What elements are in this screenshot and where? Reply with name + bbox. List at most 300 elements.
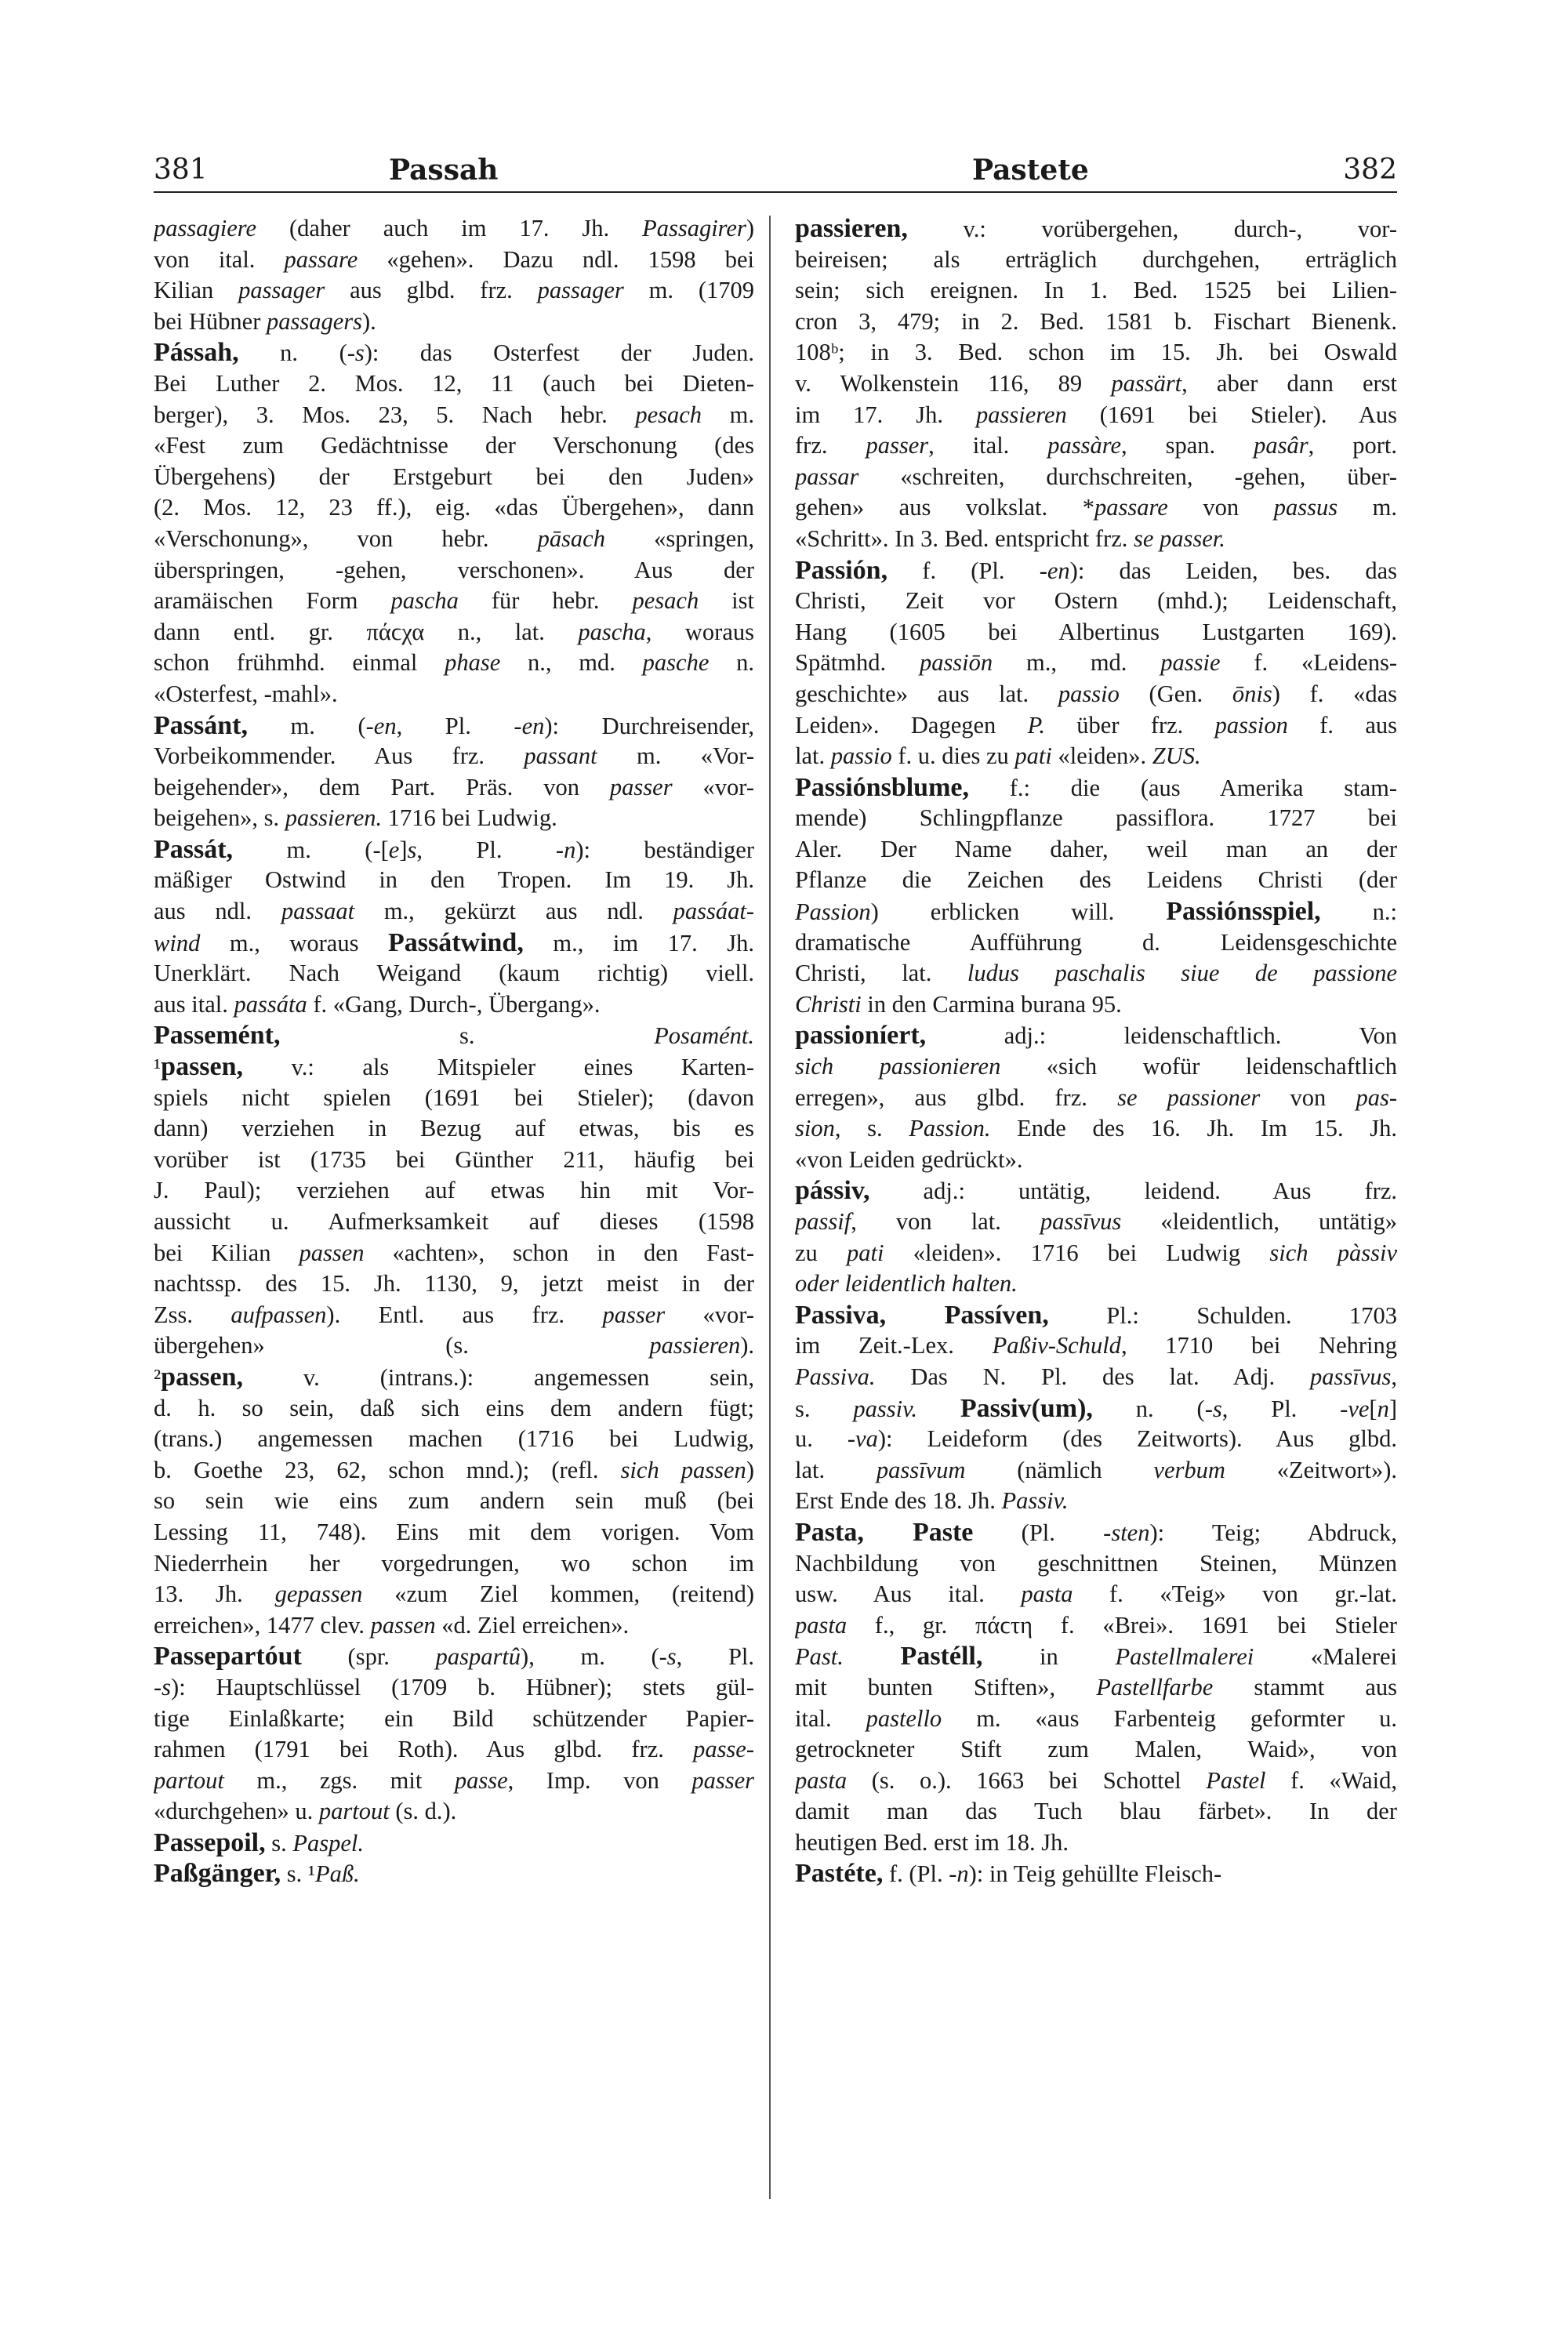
text-run: ). xyxy=(740,1332,754,1359)
text-run: ): in Teig gehüllte Fleisch- xyxy=(968,1860,1222,1888)
left-page-number: 381 xyxy=(154,154,208,186)
text-line xyxy=(795,1704,1397,1735)
italic-term: ve xyxy=(1348,1395,1370,1422)
text-run: n. (- xyxy=(1092,1395,1213,1422)
text-line xyxy=(795,1083,1397,1114)
text-run: «sich wofür leidenschaftlich xyxy=(1000,1053,1397,1080)
text-line xyxy=(154,958,754,989)
text-line xyxy=(795,803,1397,834)
italic-term: Passion xyxy=(795,898,871,926)
text-run: tige Einlaßkarte; ein Bild schützender Papier- xyxy=(154,1704,754,1732)
italic-term: sich passionieren xyxy=(795,1053,1001,1080)
italic-term: s xyxy=(407,836,417,863)
text-run: im 17. Jh. xyxy=(795,401,977,428)
text-line xyxy=(795,586,1397,617)
text-run: mäßiger Ostwind in den Tropen. Im 19. Jh. xyxy=(154,866,754,894)
italic-term: Passion. xyxy=(909,1115,991,1142)
text-run: , Pl. - xyxy=(416,836,564,863)
text-run: dann entl. gr. πάϲχα n., lat. xyxy=(154,618,579,645)
text-line xyxy=(154,1300,754,1331)
text-line xyxy=(154,1858,754,1889)
text-run: Pflanze die Zeichen des Leidens Christi (der xyxy=(795,866,1397,894)
text-run: «durchgehen» u. xyxy=(154,1798,319,1825)
text-run: v.: als Mitspieler eines Karten- xyxy=(243,1054,754,1081)
column-divider xyxy=(769,216,771,2199)
italic-term: en xyxy=(373,712,397,739)
text-run: «Malerei xyxy=(1254,1643,1397,1671)
italic-term: passīvus xyxy=(1310,1363,1392,1390)
italic-term: pas- xyxy=(1356,1083,1397,1111)
text-line xyxy=(154,617,754,648)
italic-term: s xyxy=(354,339,365,367)
text-line xyxy=(154,555,754,586)
text-line xyxy=(154,1424,754,1455)
italic-term: Passagirer xyxy=(642,215,746,241)
italic-term: ludus paschalis siue de passione xyxy=(967,960,1397,987)
italic-term: pastello xyxy=(866,1704,942,1732)
text-line xyxy=(795,400,1397,431)
italic-term: pesach xyxy=(632,587,699,615)
italic-term: s xyxy=(666,1643,677,1671)
text-run: (1691 bei Stieler). Aus xyxy=(1066,401,1397,428)
text-run: Nachbildung von geschnittnen Steinen, Münzen xyxy=(795,1549,1397,1577)
headword: passen, xyxy=(161,1052,244,1082)
text-run: spiels nicht spielen (1691 bei Stieler); (davon xyxy=(154,1083,754,1111)
text-run: ): das Osterfest der Juden. xyxy=(364,339,754,367)
text-run: , port. xyxy=(1308,432,1397,459)
text-run: Unerklärt. Nach Weigand (kaum richtig) viell. xyxy=(154,960,754,987)
text-run: Bei Luther 2. Mos. 12, 11 (auch bei Dieten- xyxy=(154,369,754,397)
text-run: heutigen Bed. erst im 18. Jh. xyxy=(795,1828,1069,1856)
italic-term: Passiva. xyxy=(795,1363,876,1390)
headword: Passánt, xyxy=(154,710,248,740)
italic-term: P. xyxy=(1027,711,1045,739)
text-run: (nämlich xyxy=(965,1456,1154,1483)
text-line xyxy=(154,772,754,804)
italic-term: sich pàssiv xyxy=(1269,1239,1397,1266)
text-run: beireisen; als erträglich durchgehen, erträglich xyxy=(795,245,1397,273)
text-run: überspringen, -gehen, verschonen». Aus der xyxy=(154,556,754,583)
text-run: (Gen. xyxy=(1119,680,1232,707)
italic-term: partout xyxy=(154,1766,224,1794)
text-line xyxy=(154,1704,754,1735)
text-line xyxy=(154,1517,754,1548)
text-line xyxy=(795,1579,1397,1610)
italic-term: passàre xyxy=(1047,432,1122,459)
text-run: «vor- xyxy=(672,773,754,800)
text-line xyxy=(795,927,1397,959)
text-run: ] xyxy=(399,836,408,863)
italic-term: passus xyxy=(1273,494,1338,521)
italic-term: passiv. xyxy=(853,1395,917,1422)
text-line xyxy=(795,1362,1397,1393)
text-run: «achten», schon in den Fast- xyxy=(364,1239,754,1266)
italic-term: Pastellfarbe xyxy=(1096,1673,1214,1700)
text-run: v. Wolkenstein 116, 89 xyxy=(795,369,1112,397)
header-rule xyxy=(154,191,1397,193)
text-run: s. xyxy=(265,1829,293,1857)
text-run: (daher auch im 17. Jh. xyxy=(256,215,643,241)
text-run: v.: vorübergehen, durch-, vor- xyxy=(907,216,1397,242)
text-line xyxy=(154,1548,754,1580)
headword: Passepartóut xyxy=(154,1642,302,1671)
text-line xyxy=(154,1083,754,1114)
text-run: ist xyxy=(699,587,754,615)
italic-term: s xyxy=(162,1673,172,1700)
text-run: , ital. xyxy=(928,432,1048,459)
text-line xyxy=(795,1113,1397,1145)
text-run: «Fest zum Gedächtnisse der Verschonung (des xyxy=(154,432,754,459)
text-run: für hebr. xyxy=(458,587,633,615)
text-run: f. «Teig» von gr.-lat. xyxy=(1073,1581,1397,1608)
italic-term: Paß. xyxy=(315,1860,360,1888)
text-line xyxy=(795,337,1397,368)
text-line xyxy=(795,1672,1397,1704)
italic-term: Paspel. xyxy=(292,1829,365,1857)
text-run: n. xyxy=(709,649,754,677)
text-run: f. u. dies zu xyxy=(891,742,1015,770)
text-line xyxy=(795,307,1397,338)
italic-term: passärt xyxy=(1111,369,1182,397)
text-run: «Schritt». In 3. Bed. entspricht frz. xyxy=(795,524,1134,552)
text-run: nachtssp. des 15. Jh. 1130, 9, jetzt meist in der xyxy=(154,1270,754,1298)
text-line xyxy=(795,741,1397,772)
text-line xyxy=(795,1734,1397,1766)
text-run: lat. xyxy=(795,742,831,770)
italic-term: ZUS. xyxy=(1152,742,1201,770)
italic-term: s xyxy=(1212,1395,1222,1422)
text-run: ): Leideform (des Zeitworts). Aus glbd. xyxy=(877,1425,1397,1453)
text-run: d. h. so sein, daß sich eins dem andern fügt; xyxy=(154,1394,754,1421)
text-run: ): beständiger xyxy=(575,836,754,863)
text-line xyxy=(795,772,1397,804)
headword: passieren, xyxy=(795,214,908,243)
text-run: in xyxy=(982,1643,1116,1671)
italic-term: n xyxy=(564,836,576,863)
text-run: m. «aus Farbenteig geformter u. xyxy=(942,1704,1397,1732)
italic-term: passio xyxy=(830,742,892,770)
italic-term: Christi xyxy=(795,990,862,1018)
text-run: u. - xyxy=(795,1425,856,1453)
text-run: m. (-[ xyxy=(233,836,389,863)
text-run: m. (1709 xyxy=(623,277,754,304)
italic-term: passīvum xyxy=(876,1456,966,1483)
italic-term: wind xyxy=(154,929,201,956)
italic-term: passagers xyxy=(266,307,362,335)
text-run: schon frühmhd. einmal xyxy=(154,649,445,677)
text-run: ): Teig; Abdruck, xyxy=(1149,1519,1397,1546)
text-line xyxy=(154,337,754,368)
text-line xyxy=(154,1051,754,1083)
text-run: ) xyxy=(746,1456,754,1483)
text-run: 108ᵇ; in 3. Bed. schon im 15. Jh. bei Oswald xyxy=(795,339,1397,366)
italic-term: passieren xyxy=(976,401,1067,428)
italic-term: n xyxy=(956,1860,969,1888)
text-run: getrockneter Stift zum Malen, Waid», von xyxy=(795,1736,1397,1763)
headword: Pássah, xyxy=(154,338,239,368)
text-run: berger), 3. Mos. 23, 5. Nach hebr. xyxy=(154,401,636,428)
italic-term: va xyxy=(855,1425,878,1453)
right-running-head: Pastete xyxy=(972,154,1089,187)
text-run: ). xyxy=(362,307,376,335)
italic-term: passer xyxy=(691,1766,754,1794)
headword: Pastéte, xyxy=(795,1859,884,1889)
text-line xyxy=(154,1175,754,1207)
text-line xyxy=(795,1393,1397,1425)
italic-term: pasche xyxy=(642,649,710,677)
text-run: , Imp. von xyxy=(507,1766,692,1794)
italic-term: passion xyxy=(1214,711,1288,739)
text-line xyxy=(154,1766,754,1797)
text-run: Übergehens) der Erstgeburt bei den Juden» xyxy=(154,463,754,490)
text-run: s. xyxy=(280,1022,655,1050)
text-run xyxy=(844,1643,901,1670)
text-run: gehen» aus volkslat. * xyxy=(795,494,1094,521)
text-line xyxy=(795,1455,1397,1486)
text-run: , Pl. xyxy=(676,1643,754,1671)
headword: Pastéll, xyxy=(900,1642,983,1671)
text-run: (s. o.). 1663 bei Schottel xyxy=(847,1766,1207,1794)
headword: Passátwind, xyxy=(387,927,524,957)
italic-term: Posamént. xyxy=(654,1022,754,1050)
text-line xyxy=(154,834,754,866)
text-run: - xyxy=(154,1673,162,1700)
text-run: Vorbeikommender. Aus frz. xyxy=(154,742,524,770)
italic-term: passager xyxy=(238,277,325,304)
text-line xyxy=(154,1828,754,1859)
italic-term: verbum xyxy=(1153,1456,1225,1483)
text-line xyxy=(795,1828,1397,1859)
italic-term: oder leidentlich halten. xyxy=(795,1270,1018,1298)
text-run: f., gr. πάϲτη f. «Brei». 1691 bei Stieler xyxy=(847,1611,1397,1639)
text-run: ) xyxy=(746,215,754,241)
italic-term: ōnis xyxy=(1232,680,1272,707)
text-run: beigehender», dem Part. Präs. von xyxy=(154,773,610,800)
text-run: n., md. xyxy=(500,649,643,677)
text-run: «leiden». 1716 bei Ludwig xyxy=(884,1239,1270,1266)
text-line xyxy=(154,989,754,1021)
text-line xyxy=(795,1269,1397,1300)
text-run: m., im 17. Jh. xyxy=(523,929,754,956)
text-line xyxy=(154,275,754,307)
text-run: bei Hübner xyxy=(154,307,267,335)
text-run: «leidentlich, untätig» xyxy=(1121,1208,1397,1235)
text-line xyxy=(795,1517,1397,1548)
headword: passen, xyxy=(161,1362,244,1392)
text-run: Das N. Pl. des lat. Adj. xyxy=(875,1363,1310,1390)
italic-term: passer xyxy=(866,432,929,459)
text-run: Erst Ende des 18. Jh. xyxy=(795,1487,1002,1515)
text-run: ) f. «das xyxy=(1272,680,1397,707)
italic-term: Past. xyxy=(795,1643,844,1671)
headword: Passiónsspiel, xyxy=(1166,897,1321,927)
italic-term: passer xyxy=(602,1301,666,1328)
text-line xyxy=(795,1145,1397,1176)
italic-term: passant xyxy=(524,742,597,770)
text-line xyxy=(154,492,754,524)
italic-term: passe- xyxy=(693,1736,754,1763)
italic-term: e xyxy=(388,836,400,863)
text-run: beigehen», s. xyxy=(154,804,285,832)
text-run: «Zeitwort»). xyxy=(1225,1456,1397,1483)
headword: Passiónsblume, xyxy=(795,772,969,802)
text-run: ): Durchreisender, xyxy=(544,712,754,739)
text-run: ital. xyxy=(795,1704,866,1732)
text-run: lat. xyxy=(795,1456,877,1483)
text-run: 1716 bei Ludwig. xyxy=(382,804,557,832)
italic-term: sten xyxy=(1111,1519,1150,1546)
text-run: aus glbd. frz. xyxy=(325,277,538,304)
text-line xyxy=(795,679,1397,710)
italic-term: en xyxy=(521,712,545,739)
text-run: (spr. xyxy=(301,1643,436,1671)
italic-term: pati xyxy=(1014,742,1052,770)
text-line xyxy=(795,834,1397,866)
text-line xyxy=(795,213,1397,245)
text-run: von xyxy=(1167,494,1274,521)
italic-term: pasta xyxy=(795,1766,848,1794)
text-run: mit bunten Stiften», xyxy=(795,1673,1097,1700)
text-line xyxy=(795,1641,1397,1672)
italic-term: se passioner xyxy=(1117,1083,1261,1111)
text-line xyxy=(795,1207,1397,1238)
italic-term: passagiere xyxy=(154,215,257,241)
text-line xyxy=(154,1020,754,1051)
text-run: m., woraus xyxy=(200,929,388,956)
text-run: Christi, lat. xyxy=(795,960,967,987)
headword: Passát, xyxy=(154,834,234,864)
text-run: adj.: untätig, leidend. Aus frz. xyxy=(869,1178,1397,1205)
text-line xyxy=(154,648,754,679)
headword: Passepoil, xyxy=(154,1828,266,1857)
text-run: m. «Vor- xyxy=(597,742,754,770)
italic-term: passer xyxy=(609,773,673,800)
text-line xyxy=(154,1641,754,1672)
text-line xyxy=(795,1766,1397,1797)
text-run: dann) verziehen in Bezug auf etwas, bis es xyxy=(154,1115,754,1142)
text-run: m. xyxy=(1338,494,1397,521)
text-run: «zum Ziel kommen, (reitend) xyxy=(362,1581,754,1608)
text-line xyxy=(154,1734,754,1766)
text-run: Christi, Zeit vor Ostern (mhd.); Leidenschaft, xyxy=(795,587,1397,615)
text-line xyxy=(795,524,1397,555)
italic-term: pasta xyxy=(795,1611,848,1639)
text-run: übergehen» (s. xyxy=(154,1332,650,1359)
text-line xyxy=(795,1548,1397,1580)
text-run: rahmen (1791 bei Roth). Aus glbd. frz. xyxy=(154,1736,694,1763)
text-run: cron 3, 479; in 2. Bed. 1581 b. Fischart Bienenk. xyxy=(795,307,1397,335)
text-line xyxy=(154,524,754,555)
text-run: adj.: leidenschaftlich. Von xyxy=(926,1022,1397,1050)
text-run: f. «Gang, Durch-, Übergang». xyxy=(307,990,601,1018)
text-line xyxy=(154,803,754,834)
italic-term: passáta xyxy=(234,990,307,1018)
text-run: ). Entl. aus frz. xyxy=(326,1301,603,1328)
text-run xyxy=(917,1396,960,1422)
text-run: (Pl. - xyxy=(973,1519,1112,1546)
text-run: ): das Leiden, bes. das xyxy=(1069,557,1397,584)
text-run: Hang (1605 bei Albertinus Lustgarten 169). xyxy=(795,618,1397,645)
left-running-head: Passah xyxy=(389,154,499,187)
text-line xyxy=(795,989,1397,1021)
text-line xyxy=(154,1330,754,1362)
text-line xyxy=(154,1238,754,1269)
text-run: zu xyxy=(795,1239,848,1266)
text-run: 13. Jh. xyxy=(154,1581,275,1608)
right-page-number: 382 xyxy=(1343,154,1397,186)
italic-term: pesach xyxy=(635,401,702,428)
italic-term: Paßiv-Schuld xyxy=(992,1332,1121,1359)
italic-term: pasta xyxy=(1021,1581,1073,1608)
text-run: m., zgs. mit xyxy=(223,1766,455,1794)
text-line xyxy=(795,617,1397,648)
text-line xyxy=(154,213,754,245)
text-line xyxy=(795,492,1397,524)
text-line xyxy=(795,1238,1397,1269)
text-line xyxy=(154,741,754,772)
text-run: f. (Pl. - xyxy=(887,557,1047,584)
text-line xyxy=(154,307,754,338)
text-line xyxy=(795,1300,1397,1331)
text-run: mende) Schlingpflanze passiflora. 1727 bei xyxy=(795,804,1397,832)
text-line xyxy=(154,462,754,493)
italic-term: Pastellmalerei xyxy=(1115,1643,1254,1671)
text-run: von xyxy=(1260,1083,1356,1111)
text-line xyxy=(795,710,1397,742)
text-run: , Pl. - xyxy=(396,712,522,739)
italic-term: passare xyxy=(1094,494,1168,521)
text-line xyxy=(795,1175,1397,1207)
headword: passioníert, xyxy=(795,1021,927,1051)
text-run: f. (Pl. - xyxy=(883,1860,957,1888)
text-line xyxy=(154,1269,754,1300)
text-run: in den Carmina burana 95. xyxy=(861,990,1122,1018)
headword: Passión, xyxy=(795,555,888,585)
text-run: aussicht u. Aufmerksamkeit auf dieses (1598 xyxy=(154,1208,754,1235)
text-line xyxy=(795,1051,1397,1083)
text-run: aramäischen Form xyxy=(154,587,391,615)
text-run: über frz. xyxy=(1044,711,1215,739)
italic-term: passaat xyxy=(281,898,355,925)
headword: Passiva, Passíven, xyxy=(795,1300,1049,1330)
text-run: Lessing 11, 748). Eins mit dem vorigen. Vom xyxy=(154,1518,754,1545)
text-run: aus ndl. xyxy=(154,898,281,925)
text-line xyxy=(154,865,754,896)
text-run: so sein wie eins zum andern sein muß (bei xyxy=(154,1487,754,1515)
text-run: (s. d.). xyxy=(389,1798,457,1825)
italic-term: sion xyxy=(795,1115,835,1142)
text-run: «von Leiden gedrückt». xyxy=(795,1145,1023,1173)
italic-term: gepassen xyxy=(274,1581,363,1608)
italic-term: passie xyxy=(1160,649,1221,677)
text-run: m. (- xyxy=(247,712,374,739)
text-run: «schreiten, durchschreiten, -gehen, über- xyxy=(858,463,1397,490)
text-line xyxy=(154,1113,754,1145)
italic-term: passen xyxy=(299,1239,365,1266)
text-run: f.: die (aus Amerika stam- xyxy=(969,774,1397,801)
text-run: , aber dann erst xyxy=(1181,369,1397,397)
italic-term: passieren xyxy=(649,1332,741,1359)
text-run: f. «Leidens- xyxy=(1220,649,1397,677)
text-line xyxy=(795,430,1397,462)
text-line xyxy=(795,1796,1397,1828)
text-line xyxy=(795,1610,1397,1642)
text-run: Aler. Der Name daher, weil man an der xyxy=(795,835,1397,862)
page-header xyxy=(154,146,1397,193)
text-run: «vor- xyxy=(665,1301,754,1328)
italic-term: passiōn xyxy=(919,649,993,677)
text-run: sein; sich ereignen. In 1. Bed. 1525 bei Lilien- xyxy=(795,277,1397,304)
